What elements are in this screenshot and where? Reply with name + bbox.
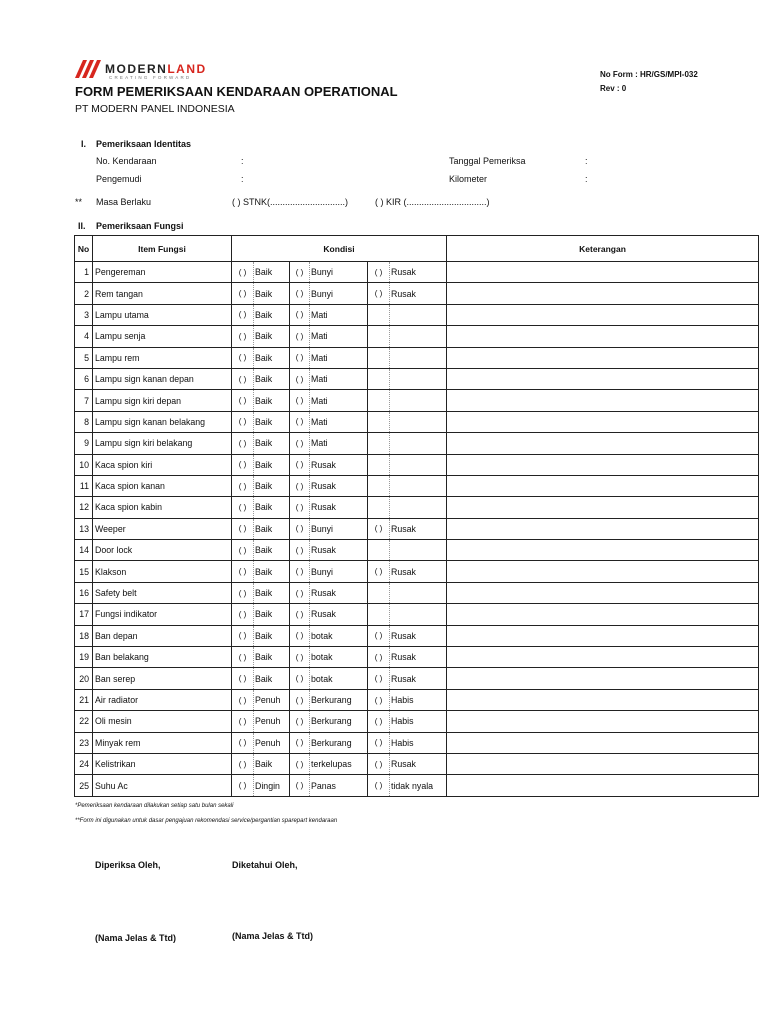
- keterangan-cell[interactable]: [447, 540, 759, 561]
- option-3-checkbox: [368, 326, 390, 347]
- row-number: 16: [75, 582, 93, 603]
- option-2-label: Bunyi: [310, 518, 368, 539]
- table-row: [75, 518, 759, 539]
- row-number: 8: [75, 411, 93, 432]
- header-keterangan: Keterangan: [447, 236, 759, 262]
- option-3-label: [390, 433, 447, 454]
- option-3-label: Rusak: [390, 753, 447, 774]
- option-1-label: Baik: [254, 326, 290, 347]
- row-number: 11: [75, 475, 93, 496]
- option-3-label: [390, 304, 447, 325]
- option-3-checkbox: [368, 582, 390, 603]
- table-row: [75, 561, 759, 582]
- revision: Rev : 0: [600, 84, 627, 93]
- modernland-logo-icon: [75, 60, 103, 78]
- form-number: No Form : HR/GS/MPI-032: [600, 70, 698, 79]
- option-1-label: Baik: [254, 647, 290, 668]
- item-name: Fungsi indikator: [93, 604, 232, 625]
- row-number: 13: [75, 518, 93, 539]
- option-2-checkbox[interactable]: ( ): [290, 497, 310, 518]
- row-number: 4: [75, 326, 93, 347]
- option-3-checkbox: [368, 368, 390, 389]
- option-1-checkbox[interactable]: ( ): [232, 304, 254, 325]
- option-2-checkbox[interactable]: ( ): [290, 433, 310, 454]
- option-2-label: Rusak: [310, 582, 368, 603]
- option-3-checkbox: [368, 497, 390, 518]
- option-3-label: [390, 582, 447, 603]
- item-name: Lampu rem: [93, 347, 232, 368]
- table-row: [75, 689, 759, 710]
- option-1-checkbox[interactable]: ( ): [232, 775, 254, 796]
- option-2-checkbox[interactable]: ( ): [290, 390, 310, 411]
- table-row: [75, 497, 759, 518]
- row-number: 6: [75, 368, 93, 389]
- option-1-checkbox[interactable]: ( ): [232, 732, 254, 753]
- option-3-checkbox[interactable]: ( ): [368, 561, 390, 582]
- keterangan-cell[interactable]: [447, 582, 759, 603]
- option-3-label: [390, 540, 447, 561]
- option-2-checkbox[interactable]: ( ): [290, 262, 310, 283]
- stnk-checkbox[interactable]: ( ) STNK(..............................): [232, 197, 349, 207]
- table-row: [75, 668, 759, 689]
- option-1-label: Baik: [254, 753, 290, 774]
- row-number: 23: [75, 732, 93, 753]
- option-3-checkbox: [368, 433, 390, 454]
- row-number: 22: [75, 711, 93, 732]
- diketahui-oleh: Diketahui Oleh,: [232, 860, 298, 870]
- keterangan-cell[interactable]: [447, 433, 759, 454]
- table-row: [75, 390, 759, 411]
- item-name: Lampu sign kiri belakang: [93, 433, 232, 454]
- option-1-checkbox[interactable]: ( ): [232, 711, 254, 732]
- option-3-label: Habis: [390, 732, 447, 753]
- option-3-checkbox[interactable]: ( ): [368, 775, 390, 796]
- option-2-label: Mati: [310, 326, 368, 347]
- row-number: 17: [75, 604, 93, 625]
- nama-jelas-1: (Nama Jelas & Ttd): [95, 933, 177, 943]
- keterangan-cell[interactable]: [447, 411, 759, 432]
- option-2-checkbox[interactable]: ( ): [290, 368, 310, 389]
- footnote-1: *Pemeriksaan kendaraan dilakukan setiap satu bulan sekali: [75, 803, 234, 809]
- option-3-checkbox[interactable]: ( ): [368, 262, 390, 283]
- option-2-label: Rusak: [310, 497, 368, 518]
- option-2-checkbox[interactable]: ( ): [290, 625, 310, 646]
- option-2-label: Bunyi: [310, 283, 368, 304]
- keterangan-cell[interactable]: [447, 475, 759, 496]
- table-header-row: [75, 236, 759, 262]
- option-1-label: Baik: [254, 561, 290, 582]
- item-name: Suhu Ac: [93, 775, 232, 796]
- keterangan-cell[interactable]: [447, 368, 759, 389]
- form-title: FORM PEMERIKSAAN KENDARAAN OPERATIONAL: [75, 84, 398, 99]
- option-2-label: botak: [310, 625, 368, 646]
- keterangan-cell[interactable]: [447, 689, 759, 710]
- row-number: 25: [75, 775, 93, 796]
- option-1-label: Baik: [254, 411, 290, 432]
- table-row: [75, 582, 759, 603]
- option-2-checkbox[interactable]: ( ): [290, 475, 310, 496]
- keterangan-cell[interactable]: [447, 390, 759, 411]
- option-2-checkbox[interactable]: ( ): [290, 326, 310, 347]
- masa-mark: **: [75, 197, 83, 207]
- option-1-checkbox[interactable]: ( ): [232, 647, 254, 668]
- section2-heading: Pemeriksaan Fungsi: [96, 221, 184, 231]
- option-3-checkbox: [368, 604, 390, 625]
- keterangan-cell[interactable]: [447, 561, 759, 582]
- option-2-label: Mati: [310, 411, 368, 432]
- table-row: [75, 475, 759, 496]
- option-1-checkbox[interactable]: ( ): [232, 561, 254, 582]
- keterangan-cell[interactable]: [447, 347, 759, 368]
- item-name: Air radiator: [93, 689, 232, 710]
- keterangan-cell[interactable]: [447, 753, 759, 774]
- item-name: Oli mesin: [93, 711, 232, 732]
- keterangan-cell[interactable]: [447, 304, 759, 325]
- option-2-label: Mati: [310, 347, 368, 368]
- option-2-checkbox[interactable]: ( ): [290, 732, 310, 753]
- option-1-label: Penuh: [254, 732, 290, 753]
- nama-jelas-2: (Nama Jelas & Ttd): [232, 931, 314, 941]
- row-number: 18: [75, 625, 93, 646]
- option-3-label: Rusak: [390, 518, 447, 539]
- option-3-checkbox[interactable]: ( ): [368, 625, 390, 646]
- option-2-label: terkelupas: [310, 753, 368, 774]
- option-1-label: Penuh: [254, 689, 290, 710]
- option-3-label: [390, 475, 447, 496]
- option-3-label: [390, 454, 447, 475]
- header-kondisi: Kondisi: [232, 236, 447, 262]
- option-2-label: Mati: [310, 433, 368, 454]
- item-name: Lampu utama: [93, 304, 232, 325]
- option-1-checkbox[interactable]: ( ): [232, 668, 254, 689]
- option-2-checkbox[interactable]: ( ): [290, 518, 310, 539]
- item-name: Kelistrikan: [93, 753, 232, 774]
- option-2-checkbox[interactable]: ( ): [290, 668, 310, 689]
- keterangan-cell[interactable]: [447, 262, 759, 283]
- option-1-checkbox[interactable]: ( ): [232, 604, 254, 625]
- option-1-label: Baik: [254, 304, 290, 325]
- item-name: Door lock: [93, 540, 232, 561]
- header-item: Item Fungsi: [93, 236, 232, 262]
- keterangan-cell[interactable]: [447, 497, 759, 518]
- keterangan-cell[interactable]: [447, 775, 759, 796]
- company-name: PT MODERN PANEL INDONESIA: [75, 103, 235, 115]
- option-3-label: [390, 497, 447, 518]
- option-1-checkbox[interactable]: ( ): [232, 390, 254, 411]
- label-kilometer: Kilometer: [449, 174, 488, 184]
- option-3-checkbox: [368, 411, 390, 432]
- option-3-label: Rusak: [390, 283, 447, 304]
- option-1-label: Penuh: [254, 711, 290, 732]
- option-1-label: Baik: [254, 347, 290, 368]
- option-3-label: [390, 604, 447, 625]
- option-3-checkbox: [368, 475, 390, 496]
- option-2-label: botak: [310, 668, 368, 689]
- option-1-label: Baik: [254, 433, 290, 454]
- option-2-checkbox[interactable]: ( ): [290, 753, 310, 774]
- row-number: 24: [75, 753, 93, 774]
- option-1-checkbox[interactable]: ( ): [232, 454, 254, 475]
- option-3-checkbox: [368, 304, 390, 325]
- option-2-checkbox[interactable]: ( ): [290, 561, 310, 582]
- option-3-label: [390, 347, 447, 368]
- option-2-checkbox[interactable]: ( ): [290, 604, 310, 625]
- option-1-checkbox[interactable]: ( ): [232, 625, 254, 646]
- option-2-label: Mati: [310, 304, 368, 325]
- option-1-checkbox[interactable]: ( ): [232, 540, 254, 561]
- option-1-checkbox[interactable]: ( ): [232, 433, 254, 454]
- option-1-label: Baik: [254, 540, 290, 561]
- keterangan-cell[interactable]: [447, 518, 759, 539]
- item-name: Lampu senja: [93, 326, 232, 347]
- option-1-label: Baik: [254, 604, 290, 625]
- option-3-label: Habis: [390, 689, 447, 710]
- item-name: Kaca spion kanan: [93, 475, 232, 496]
- table-row: [75, 411, 759, 432]
- table-row: [75, 775, 759, 796]
- row-number: 15: [75, 561, 93, 582]
- option-3-checkbox[interactable]: ( ): [368, 732, 390, 753]
- diperiksa-oleh: Diperiksa Oleh,: [95, 860, 161, 870]
- option-3-label: [390, 368, 447, 389]
- kir-checkbox[interactable]: ( ) KIR (................................): [375, 197, 490, 207]
- option-1-checkbox[interactable]: ( ): [232, 411, 254, 432]
- option-3-checkbox[interactable]: ( ): [368, 753, 390, 774]
- option-2-label: Bunyi: [310, 561, 368, 582]
- section1-number: I.: [81, 139, 87, 149]
- option-2-label: Panas: [310, 775, 368, 796]
- option-2-label: Rusak: [310, 604, 368, 625]
- table-row: [75, 454, 759, 475]
- option-2-label: Rusak: [310, 475, 368, 496]
- option-2-label: Berkurang: [310, 689, 368, 710]
- row-number: 19: [75, 647, 93, 668]
- label-pengemudi: Pengemudi: [96, 174, 142, 184]
- item-name: Safety belt: [93, 582, 232, 603]
- row-number: 12: [75, 497, 93, 518]
- option-3-label: Rusak: [390, 561, 447, 582]
- option-3-label: tidak nyala: [390, 775, 447, 796]
- item-name: Lampu sign kanan belakang: [93, 411, 232, 432]
- option-1-checkbox[interactable]: ( ): [232, 368, 254, 389]
- option-2-checkbox[interactable]: ( ): [290, 711, 310, 732]
- item-name: Ban depan: [93, 625, 232, 646]
- option-3-checkbox[interactable]: ( ): [368, 668, 390, 689]
- colon: :: [585, 174, 588, 184]
- option-3-checkbox: [368, 347, 390, 368]
- option-3-label: Rusak: [390, 262, 447, 283]
- option-2-checkbox[interactable]: ( ): [290, 411, 310, 432]
- keterangan-cell[interactable]: [447, 625, 759, 646]
- section2-number: II.: [78, 221, 86, 231]
- option-3-checkbox: [368, 454, 390, 475]
- option-1-label: Baik: [254, 283, 290, 304]
- table-row: [75, 753, 759, 774]
- row-number: 3: [75, 304, 93, 325]
- row-number: 20: [75, 668, 93, 689]
- option-2-label: botak: [310, 647, 368, 668]
- option-3-checkbox[interactable]: ( ): [368, 647, 390, 668]
- logo-text: MODERNLAND: [105, 62, 207, 76]
- row-number: 14: [75, 540, 93, 561]
- keterangan-cell[interactable]: [447, 668, 759, 689]
- table-row: [75, 711, 759, 732]
- option-3-label: [390, 390, 447, 411]
- option-1-label: Baik: [254, 368, 290, 389]
- table-row: [75, 262, 759, 283]
- keterangan-cell[interactable]: [447, 732, 759, 753]
- table-row: [75, 647, 759, 668]
- item-name: Weeper: [93, 518, 232, 539]
- table-row: [75, 347, 759, 368]
- label-masa-berlaku: Masa Berlaku: [96, 197, 152, 207]
- section1-heading: Pemeriksaan Identitas: [96, 139, 192, 149]
- option-3-label: [390, 326, 447, 347]
- header-no: No: [75, 236, 93, 262]
- table-row: [75, 433, 759, 454]
- option-1-label: Baik: [254, 390, 290, 411]
- item-name: Ban serep: [93, 668, 232, 689]
- option-1-checkbox[interactable]: ( ): [232, 283, 254, 304]
- logo-tagline: CREATING FORWARD: [109, 75, 192, 80]
- table-row: [75, 368, 759, 389]
- option-1-checkbox[interactable]: ( ): [232, 497, 254, 518]
- option-1-label: Baik: [254, 582, 290, 603]
- item-name: Lampu sign kiri depan: [93, 390, 232, 411]
- option-1-label: Baik: [254, 497, 290, 518]
- option-1-label: Baik: [254, 625, 290, 646]
- option-3-checkbox: [368, 390, 390, 411]
- row-number: 21: [75, 689, 93, 710]
- option-1-label: Baik: [254, 518, 290, 539]
- inspection-table: [74, 235, 759, 797]
- colon: :: [241, 174, 244, 184]
- item-name: Kaca spion kiri: [93, 454, 232, 475]
- option-3-label: [390, 411, 447, 432]
- option-3-checkbox[interactable]: ( ): [368, 518, 390, 539]
- option-2-label: Rusak: [310, 540, 368, 561]
- option-2-label: Bunyi: [310, 262, 368, 283]
- option-3-label: Habis: [390, 711, 447, 732]
- table-row: [75, 326, 759, 347]
- option-3-label: Rusak: [390, 647, 447, 668]
- footnote-2: **Form ini digunakan untuk dasar pengajuan rekomendasi service/pergantian sparepart kendaraan: [75, 818, 338, 824]
- colon: :: [585, 156, 588, 166]
- option-2-checkbox[interactable]: ( ): [290, 582, 310, 603]
- table-row: [75, 604, 759, 625]
- colon: :: [241, 156, 244, 166]
- option-2-checkbox[interactable]: ( ): [290, 540, 310, 561]
- option-2-checkbox[interactable]: ( ): [290, 454, 310, 475]
- option-1-label: Baik: [254, 262, 290, 283]
- option-1-checkbox[interactable]: ( ): [232, 518, 254, 539]
- option-3-label: Rusak: [390, 625, 447, 646]
- option-1-label: Baik: [254, 454, 290, 475]
- row-number: 5: [75, 347, 93, 368]
- row-number: 2: [75, 283, 93, 304]
- option-2-label: Berkurang: [310, 732, 368, 753]
- option-3-checkbox[interactable]: ( ): [368, 283, 390, 304]
- option-2-checkbox[interactable]: ( ): [290, 775, 310, 796]
- item-name: Kaca spion kabin: [93, 497, 232, 518]
- table-row: [75, 304, 759, 325]
- table-row: [75, 283, 759, 304]
- option-1-checkbox[interactable]: ( ): [232, 582, 254, 603]
- option-2-checkbox[interactable]: ( ): [290, 304, 310, 325]
- label-no-kendaraan: No. Kendaraan: [96, 156, 157, 166]
- option-2-checkbox[interactable]: ( ): [290, 347, 310, 368]
- row-number: 10: [75, 454, 93, 475]
- item-name: Rem tangan: [93, 283, 232, 304]
- option-3-checkbox: [368, 540, 390, 561]
- option-3-label: Rusak: [390, 668, 447, 689]
- option-1-checkbox[interactable]: ( ): [232, 689, 254, 710]
- option-1-checkbox[interactable]: ( ): [232, 475, 254, 496]
- row-number: 7: [75, 390, 93, 411]
- table-row: [75, 625, 759, 646]
- option-1-checkbox[interactable]: ( ): [232, 753, 254, 774]
- item-name: Pengereman: [93, 262, 232, 283]
- keterangan-cell[interactable]: [447, 283, 759, 304]
- option-3-checkbox[interactable]: ( ): [368, 711, 390, 732]
- option-2-label: Mati: [310, 368, 368, 389]
- option-1-checkbox[interactable]: ( ): [232, 262, 254, 283]
- keterangan-cell[interactable]: [447, 647, 759, 668]
- item-name: Lampu sign kanan depan: [93, 368, 232, 389]
- item-name: Ban belakang: [93, 647, 232, 668]
- option-1-checkbox[interactable]: ( ): [232, 326, 254, 347]
- keterangan-cell[interactable]: [447, 604, 759, 625]
- option-2-label: Rusak: [310, 454, 368, 475]
- option-2-label: Mati: [310, 390, 368, 411]
- row-number: 9: [75, 433, 93, 454]
- keterangan-cell[interactable]: [447, 326, 759, 347]
- table-row: [75, 732, 759, 753]
- keterangan-cell[interactable]: [447, 711, 759, 732]
- table-row: [75, 540, 759, 561]
- item-name: Minyak rem: [93, 732, 232, 753]
- option-1-label: Dingin: [254, 775, 290, 796]
- option-3-checkbox[interactable]: ( ): [368, 689, 390, 710]
- row-number: 1: [75, 262, 93, 283]
- option-1-label: Baik: [254, 475, 290, 496]
- option-1-checkbox[interactable]: ( ): [232, 347, 254, 368]
- option-2-checkbox[interactable]: ( ): [290, 283, 310, 304]
- option-1-label: Baik: [254, 668, 290, 689]
- option-2-checkbox[interactable]: ( ): [290, 647, 310, 668]
- label-tanggal: Tanggal Pemeriksa: [449, 156, 526, 166]
- option-2-label: Berkurang: [310, 711, 368, 732]
- option-2-checkbox[interactable]: ( ): [290, 689, 310, 710]
- item-name: Klakson: [93, 561, 232, 582]
- keterangan-cell[interactable]: [447, 454, 759, 475]
